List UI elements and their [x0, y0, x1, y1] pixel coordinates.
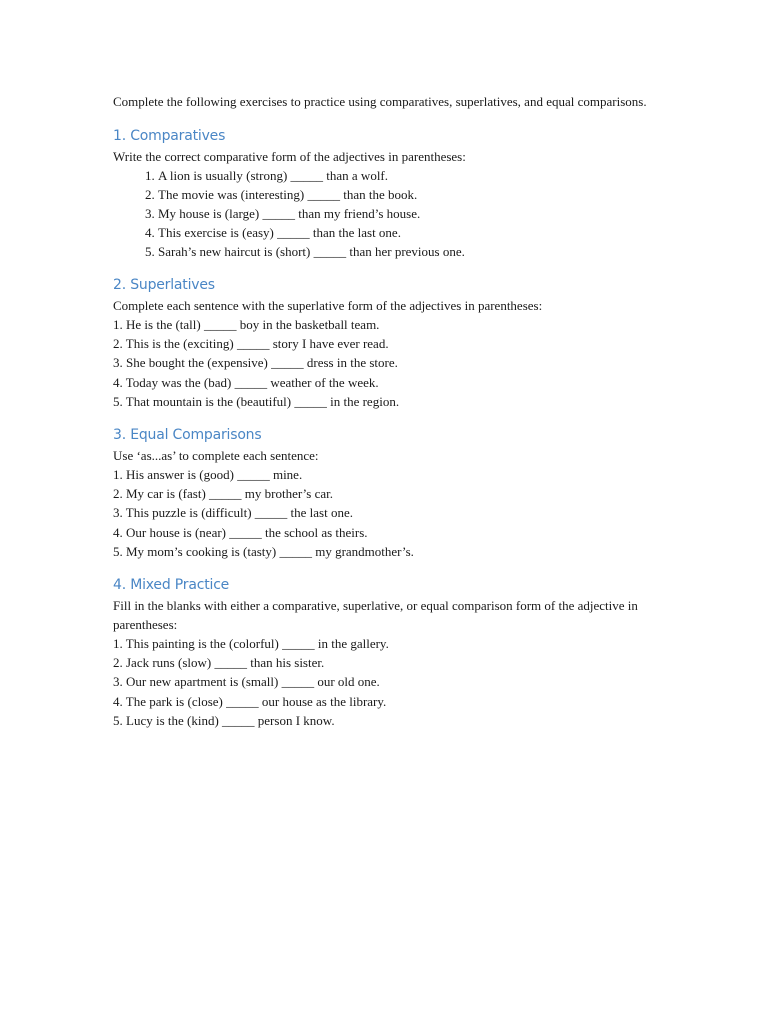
- section-instruction-mixed-practice: Fill in the blanks with either a comparative, superlative, or equal comparison form of the adjective in parentheses:: [113, 598, 638, 633]
- exercise-list-equal-comparisons: [113, 465, 653, 561]
- section-heading-equal-comparisons: 3. Equal Comparisons: [113, 427, 262, 444]
- list-item: 3. This puzzle is (difficult) _____ the last one.: [113, 505, 353, 521]
- list-item: 1. He is the (tall) _____ boy in the basketball team.: [113, 317, 380, 332]
- list-item: 4. This exercise is (easy) _____ than the last one.: [158, 223, 653, 242]
- list-item: 2. My car is (fast) _____ my brother’s car.: [113, 486, 333, 502]
- section-heading-mixed-practice: 4. Mixed Practice: [113, 577, 230, 594]
- list-item: 4. Our house is (near) _____ the school as theirs.: [113, 524, 368, 540]
- list-item: 2. Jack runs (slow) _____ than his sister.: [113, 655, 325, 671]
- list-item: 3. Our new apartment is (small) _____ our old one.: [113, 674, 380, 690]
- list-item: 5. Sarah’s new haircut is (short) _____ than her previous one.: [158, 242, 653, 261]
- intro-paragraph: Complete the following exercises to practice using comparatives, superlatives, and equal comparisons.: [113, 94, 647, 109]
- document-page: [113, 92, 653, 730]
- list-item: 2. The movie was (interesting) _____ than the book.: [158, 185, 653, 204]
- section-heading-superlatives: 2. Superlatives: [113, 277, 215, 293]
- list-item: 1. This painting is the (colorful) _____ in the gallery.: [113, 636, 389, 652]
- section-instruction-comparatives: Write the correct comparative form of the adjectives in parentheses:: [113, 149, 466, 164]
- list-item: 1. A lion is usually (strong) _____ than a wolf.: [158, 166, 653, 185]
- section-heading-comparatives: 1. Comparatives: [113, 128, 226, 144]
- exercise-list-superlatives: [113, 315, 653, 411]
- list-item: 5. Lucy is the (kind) _____ person I know.: [113, 712, 335, 728]
- section-instruction-equal-comparisons: Use ‘as...as’ to complete each sentence:: [113, 448, 319, 464]
- exercise-list-mixed-practice: [113, 634, 653, 730]
- list-item: 4. Today was the (bad) _____ weather of the week.: [113, 374, 379, 390]
- list-item: 3. My house is (large) _____ than my friend’s house.: [158, 204, 653, 223]
- exercise-list-comparatives: [113, 166, 653, 261]
- section-instruction-superlatives: Complete each sentence with the superlative form of the adjectives in parentheses:: [113, 298, 543, 313]
- list-item: 2. This is the (exciting) _____ story I have ever read.: [113, 336, 389, 352]
- list-item: 4. The park is (close) _____ our house as the library.: [113, 693, 387, 709]
- list-item: 5. That mountain is the (beautiful) _____ in the region.: [113, 393, 400, 409]
- list-item: 1. His answer is (good) _____ mine.: [113, 467, 303, 483]
- list-item: 5. My mom’s cooking is (tasty) _____ my grandmother’s.: [113, 543, 414, 559]
- list-item: 3. She bought the (expensive) _____ dress in the store.: [113, 355, 398, 371]
